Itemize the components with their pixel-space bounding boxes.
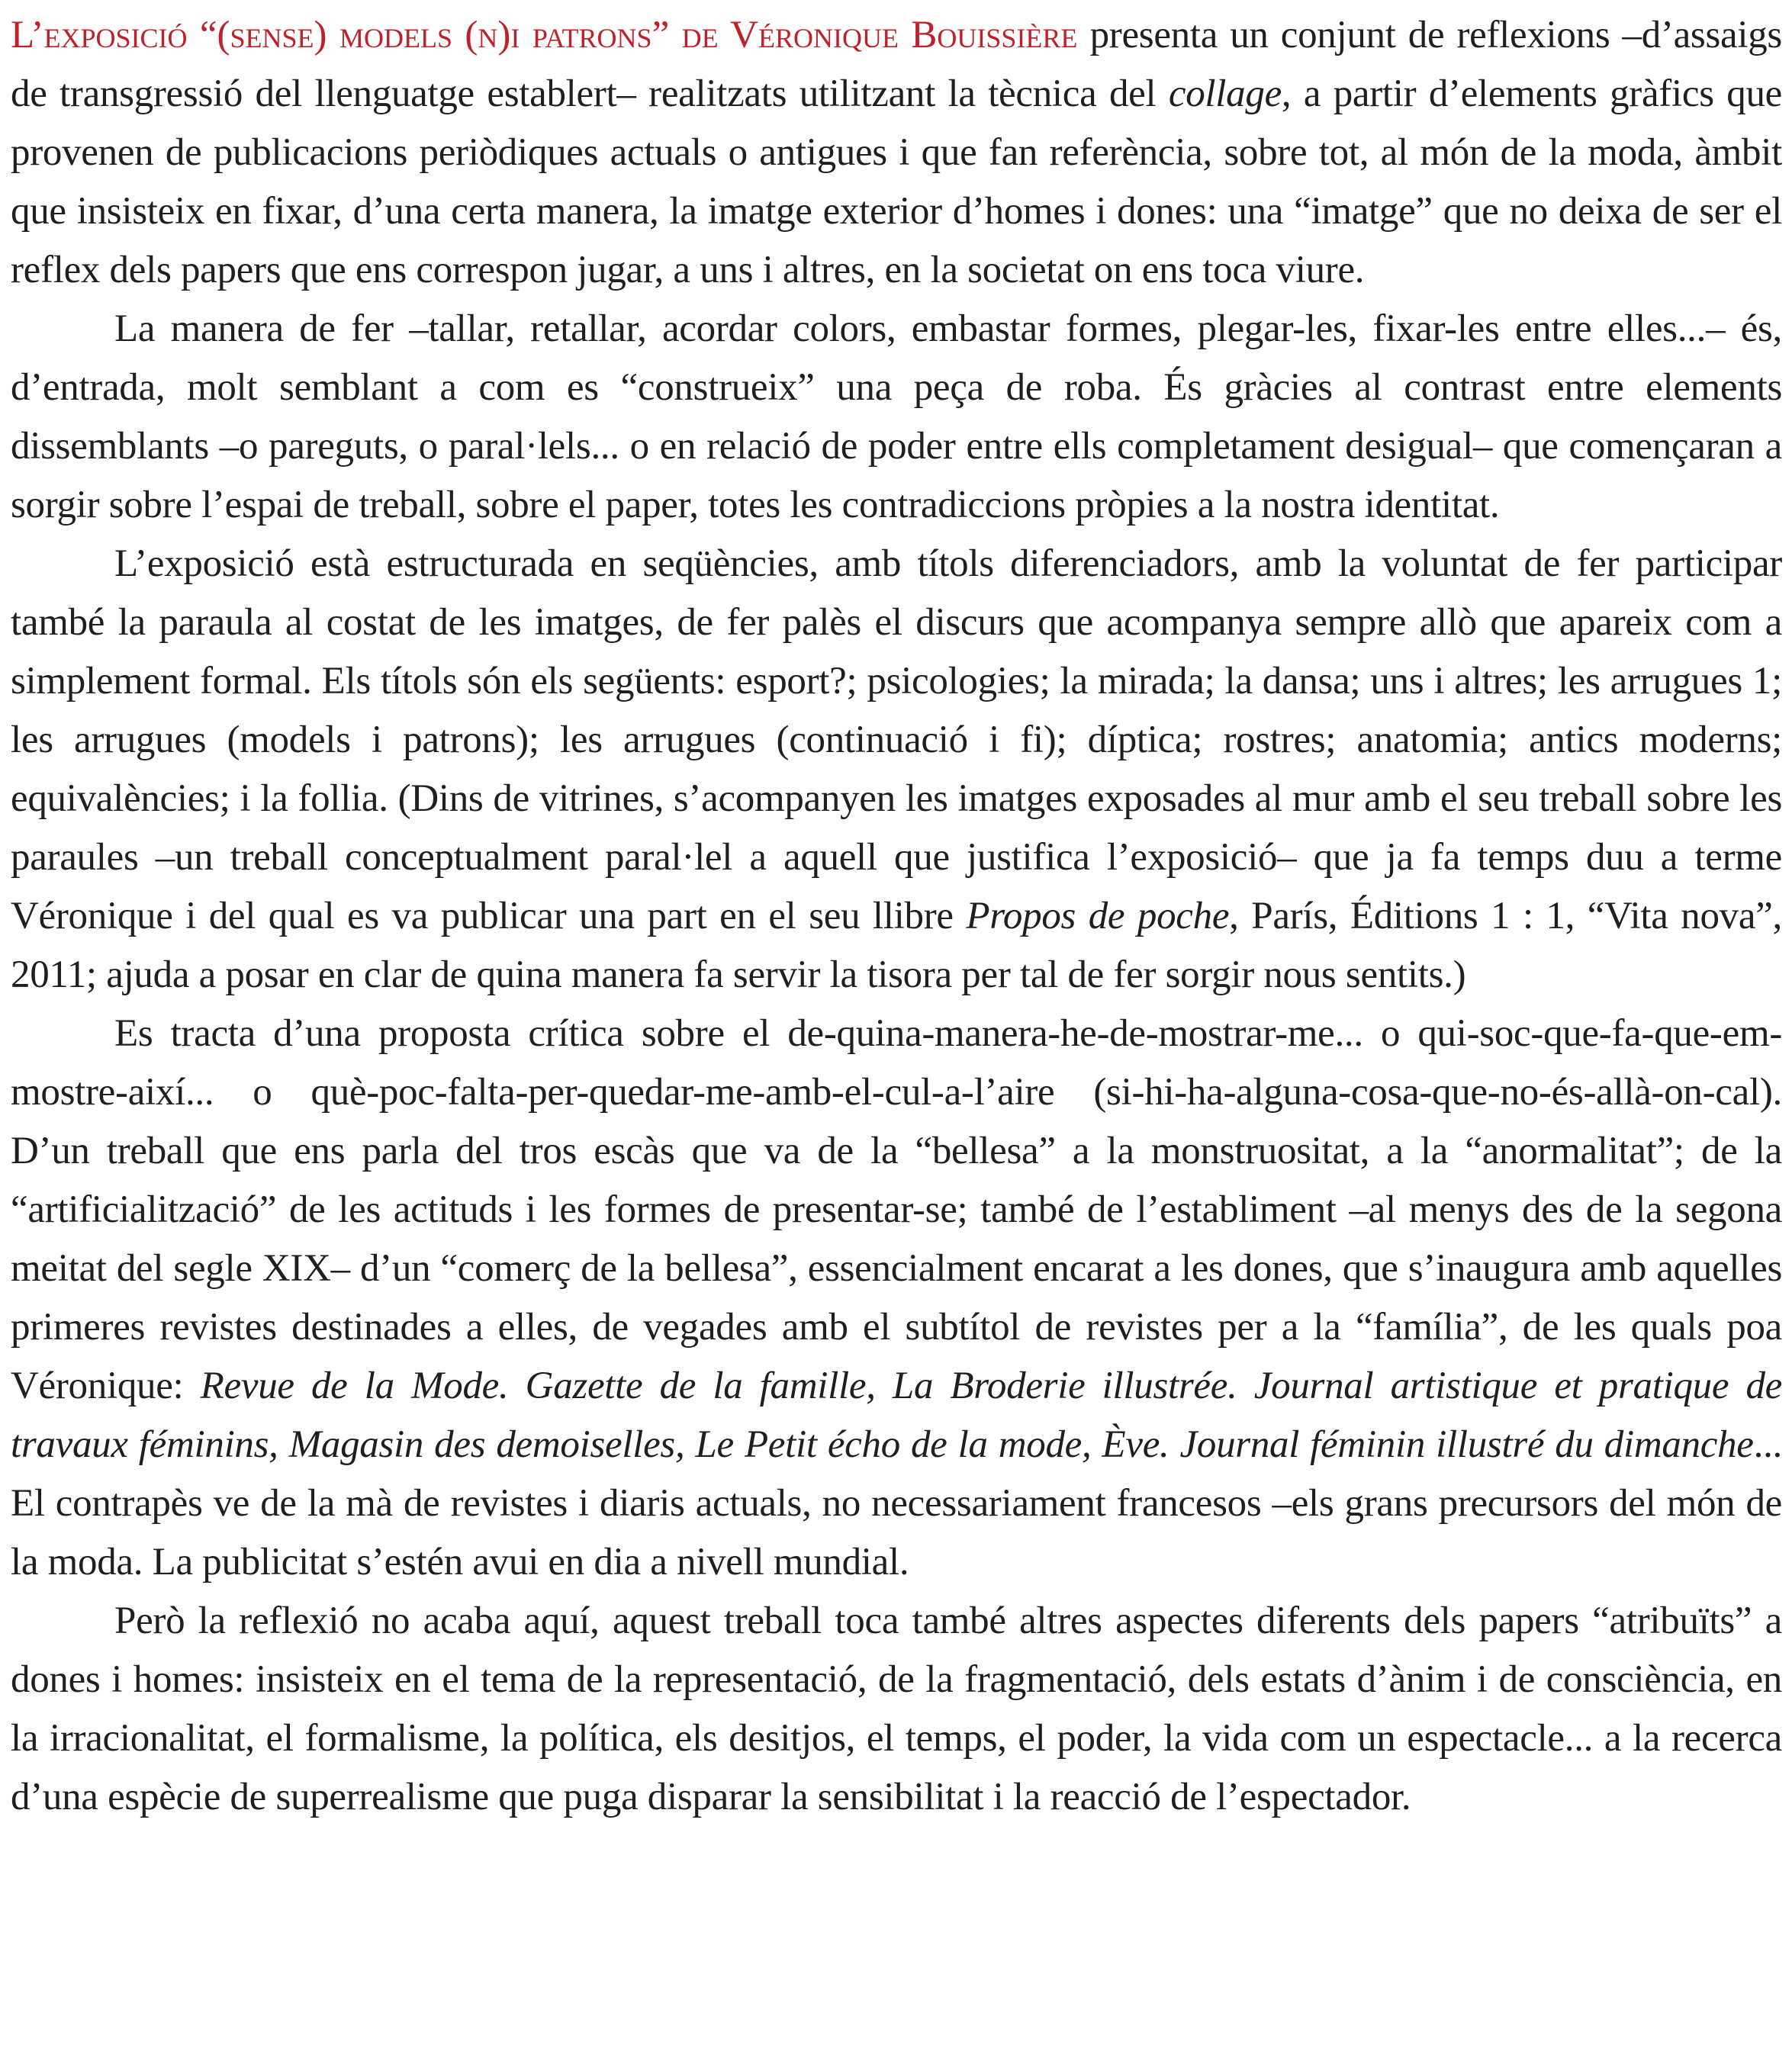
text-segment: Es tracta d’una proposta crítica sobre el de-quina-manera-he-de-mostrar-me... o qui-soc-que-fa-que-em-mostre-així... o què-poc-falta-per-quedar-me-amb-el-cul-a-l’aire (si-hi-ha-alguna-cosa-que-no-és-allà-on-cal). D’un treball que ens parla del tros escàs que va de la “bellesa” a la monstruositat, a la “anormalitat”; de la “artificialització” de les actituds i les formes de presentar-se; també de l’establiment –al menys des de la segona meitat del segle XIX– d’un “comerç de la bellesa”, essencialment encarat a les dones, que s’inaugura amb aquelles primeres revistes destinades a elles, de vegades amb el subtítol de revistes per a la “família”, de les quals poa Véronique: — [11, 1012, 1782, 1407]
paragraph-3 — [11, 535, 1782, 1005]
text-segment: , París, Éditions 1 : 1, “Vita nova”, 2011; ajuda a posar en clar de quina manera fa servir la tisora per tal de fer sorgir nous sentits.) — [11, 895, 1782, 996]
text-segment: La manera de fer –tallar, retallar, acordar colors, embastar formes, plegar-les, fixar-les entre elles...– és, d’entrada, molt semblant a com es “construeix” una peça de roba. És gràcies al contrast entre elements dissemblants –o pareguts, o paral·lels... o en relació de poder entre ells completament desigual– que començaran a sorgir sobre l’espai de treball, sobre el paper, totes les contradiccions pròpies a la nostra identitat. — [11, 307, 1782, 526]
paragraph-4 — [11, 1005, 1782, 1592]
book-title: Propos de poche — [966, 895, 1230, 937]
italic-term: collage — [1168, 72, 1282, 115]
lead-title: L’exposició “(sense) models (n)i patrons” de Véronique Bouissière — [11, 14, 1078, 56]
text-segment: , a partir d’elements gràfics que provenen de publicacions periòdiques actuals o antigues i que fan referència, sobre tot, al món de la moda, àmbit que insisteix en fixar, d’una certa manera, la imatge exterior d’homes i dones: una “imatge” que no deixa de ser el reflex dels papers que ens correspon jugar, a uns i altres, en la societat on ens toca viure. — [11, 72, 1782, 291]
magazine-titles: Revue de la Mode. Gazette de la famille, La Broderie illustrée. Journal artistique et pratique de travaux féminins, Magasin des demoiselles, Le Petit écho de la mode, Ève. Journal féminin illustré du dimanche — [11, 1365, 1782, 1466]
document-page — [11, 6, 1782, 1827]
text-segment: L’exposició està estructurada en seqüències, amb títols diferenciadors, amb la voluntat de fer participar també la paraula al costat de les imatges, de fer palès el discurs que acompanya sempre allò que apareix com a simplement formal. Els títols són els següents: esport?; psicologies; la mirada; la dansa; uns i altres; les arrugues 1; les arrugues (models i patrons); les arrugues (continuació i fi); díptica; rostres; anatomia; antics moderns; equivalències; i la follia. (Dins de vitrines, s’acompanyen les imatges exposades al mur amb el seu treball sobre les paraules –un treball conceptualment paral·lel a aquell que justifica l’exposició– que ja fa temps duu a terme Véronique i del qual es va publicar una part en el seu llibre — [11, 542, 1782, 937]
text-segment: Però la reflexió no acaba aquí, aquest treball toca també altres aspectes diferents dels papers “atribuïts” a dones i homes: insisteix en el tema de la representació, de la fragmentació, dels estats d’ànim i de consciència, en la irracionalitat, el formalisme, la política, els desitjos, el temps, el poder, la vida com un espectacle... a la recerca d’una espècie de superrealisme que puga disparar la sensibilitat i la reacció de l’espectador. — [11, 1599, 1782, 1818]
text-segment: presenta un conjunt de reflexions –d’assaigs de transgressió del llenguatge establert– realitzats utilitzant la tècnica del — [11, 14, 1782, 115]
paragraph-1 — [11, 6, 1782, 300]
paragraph-5 — [11, 1592, 1782, 1827]
text-segment: ... El contrapès ve de la mà de revistes i diaris actuals, no necessariament francesos –els grans precursors del món de la moda. La publicitat s’estén avui en dia a nivell mundial. — [11, 1423, 1782, 1583]
paragraph-2 — [11, 300, 1782, 535]
